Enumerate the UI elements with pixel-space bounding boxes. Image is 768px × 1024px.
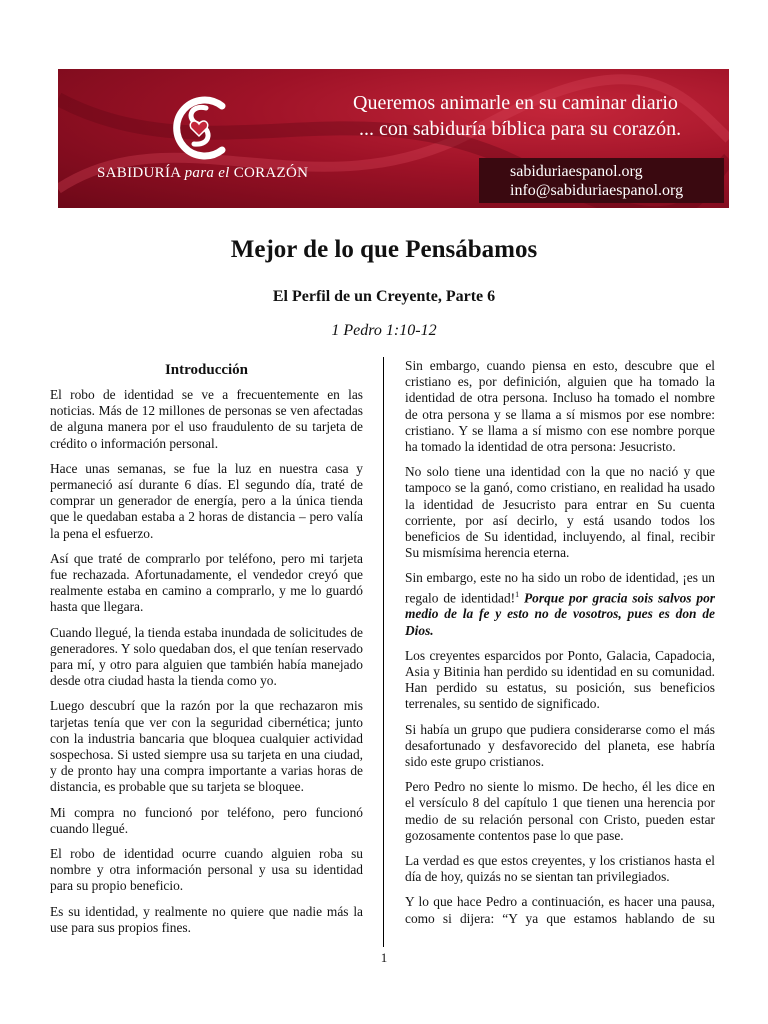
brand-part-1: SABIDURÍA (97, 165, 181, 181)
document-subtitle: El Perfil de un Creyente, Parte 6 (272, 288, 496, 305)
paragraph: Así que traté de comprarlo por teléfono, pero mi tarjeta fue rechazada. Afortunadamente, el vendedor creyó que realmente estaba en camino a comprarlo, y me lo guardó hasta que llegara. (50, 550, 363, 615)
paragraph: Sin embargo, cuando piensa en esto, descubre que el cristiano es, por definición, alguien que ha tomado la identidad de otra persona. Incluso ha tomado el nombre de otra persona y se llama a sí mismos por ese nombre: cristiano. Y se llama a sí mismo con ese nombre porque ha tomado la identidad de otra persona: Jesucristo. (405, 358, 715, 455)
scripture-reference: 1 Pedro 1:10-12 (331, 322, 437, 339)
website-link[interactable]: sabiduriaespanol.org (510, 163, 643, 180)
footnote-marker[interactable]: 1 (515, 589, 520, 599)
paragraph: Mi compra no funcionó por teléfono, pero funcionó cuando llegué. (50, 804, 363, 836)
paragraph: Y lo que hace Pedro a continuación, es hacer una pausa, como si dijera: “Y ya que estamos hablando de su (405, 894, 715, 926)
right-column (405, 358, 715, 936)
paragraph: Pero Pedro no siente lo mismo. De hecho, él les dice en el versículo 8 del capítulo 1 que tienen una herencia por medio de su relación personal con Cristo, pueden estar gozosamente contentos pase lo que pase. (405, 779, 715, 843)
contact-box (479, 158, 724, 203)
tagline-1: Queremos animarle en su caminar diario (353, 92, 678, 114)
paragraph: Cuando llegué, la tienda estaba inundada de solicitudes de generadores. Y solo quedaban dos, el que tenían reservado para mí, y otro para alguien que también había manejado desde otra ciudad hasta la tienda como yo. (50, 624, 363, 689)
paragraph: Luego descubrí que la razón por la que rechazaron mis tarjetas tenía que ver con la seguridad cibernética; junto con la industria bancaria que bloquea cualquier actividad sospechosa. Si usted siempre usa su tarjeta en una ciudad, y de pronto hay una compra importante a varias horas de distancia, es probable que su tarjeta se bloquee. (50, 698, 363, 795)
paragraph-with-quote (405, 570, 715, 638)
column-divider (383, 357, 384, 947)
brand-name (97, 165, 308, 182)
paragraph: Es su identidad, y realmente no quiere que nadie más la use para sus propios fines. (50, 903, 363, 935)
paragraph: Hace unas semanas, se fue la luz en nuestra casa y permaneció así durante 6 días. El segundo día, traté de comprar un generador de energía, pero a la única tienda que le quedaban estaba a 2 horas de distancia – pero valía la pena el esfuerzo. (50, 460, 363, 541)
paragraph: Si había un grupo que pudiera considerarse como el más desafortunado y desfavorecido del planeta, ese habría sido este grupo cristianos. (405, 721, 715, 769)
document-title: Mejor de lo que Pensábamos (230, 236, 538, 263)
tagline-2: ... con sabiduría bíblica para su corazón. (359, 118, 682, 140)
scripture-quote: Porque por gracia sois salvos por medio de la fe y esto no de vosotros, pues es don de Dios. (405, 590, 715, 638)
email-link[interactable]: info@sabiduriaespanol.org (510, 182, 684, 199)
brand-part-2: para el (184, 165, 230, 181)
page-number: 1 (380, 950, 388, 965)
paragraph: La verdad es que estos creyentes, y los cristianos hasta el día de hoy, quizás no se sientan tan privilegiados. (405, 852, 715, 885)
left-column (50, 362, 363, 945)
paragraph: El robo de identidad se ve a frecuentemente en las noticias. Más de 12 millones de personas se ven afectadas de alguna manera por el uso fraudulento de su tarjeta de crédito o información personal. (50, 387, 363, 451)
paragraph: El robo de identidad ocurre cuando alguien roba su nombre y otra información personal y usa su identidad para su propio beneficio. (50, 846, 363, 894)
brand-part-3: CORAZÓN (233, 165, 309, 181)
paragraph: No solo tiene una identidad con la que no nació y que tampoco se la ganó, como cristiano, en realidad ha usado la identidad de Jesucristo para entrar en Su cuenta corriente, por así decirlo, y está usando todos los beneficios de Su identidad, incluyendo, al final, recibir Su mismísima herencia eterna. (405, 464, 715, 561)
paragraph: Los creyentes esparcidos por Ponto, Galacia, Capadocia, Asia y Bitinia han perdido su identidad en su comunidad. Han perdido su estatus, su posición, sus beneficios terrenales, su sentido de significado. (405, 647, 715, 712)
paragraph-text: Sin embargo, este no ha sido un robo de identidad, ¡es un regalo de identidad! (405, 570, 715, 606)
section-heading: Introducción (164, 362, 249, 378)
